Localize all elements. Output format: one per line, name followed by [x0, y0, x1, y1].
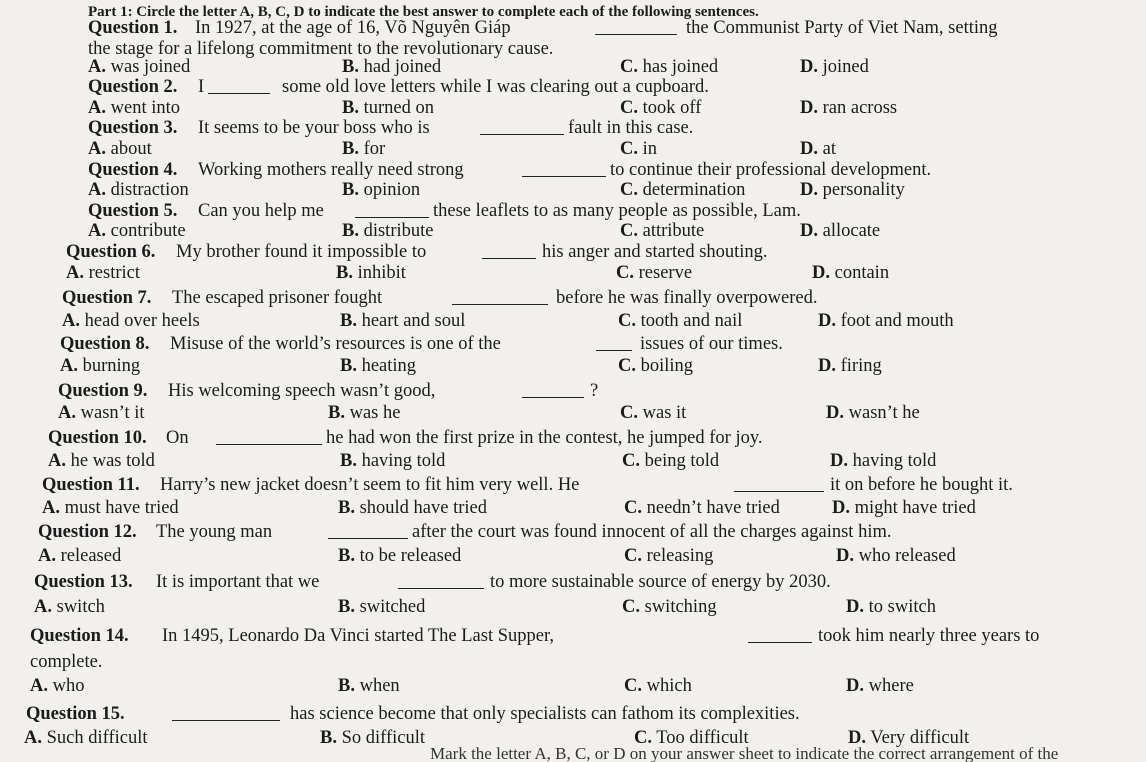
option-b[interactable]: B. switched [338, 597, 426, 617]
question-label: Question 12. [38, 522, 137, 542]
question-text-post: the Communist Party of Viet Nam, setting [686, 18, 998, 38]
answer-blank[interactable] [596, 332, 632, 351]
option-c[interactable]: C. took off [620, 98, 702, 118]
question-11 [0, 473, 1146, 497]
option-c[interactable]: C. determination [620, 180, 746, 200]
option-d[interactable]: D. having told [830, 451, 937, 471]
option-d[interactable]: D. who released [836, 546, 956, 566]
option-b[interactable]: B. having told [340, 451, 446, 471]
option-d[interactable]: D. contain [812, 263, 890, 283]
answer-blank[interactable] [522, 158, 606, 177]
option-b[interactable]: B. So difficult [320, 728, 426, 748]
option-d[interactable]: D. joined [800, 57, 869, 77]
option-b[interactable]: B. for [342, 139, 386, 159]
question-text-pre: It seems to be your boss who is [198, 118, 430, 138]
answer-blank[interactable] [398, 570, 484, 589]
question-label: Question 9. [58, 381, 148, 401]
question-text-post: he had won the first prize in the contest, he jumped for joy. [326, 428, 763, 448]
option-a[interactable]: A. who [30, 676, 85, 696]
option-d[interactable]: D. personality [800, 180, 905, 200]
question-label: Question 14. [30, 626, 129, 646]
question-text-post: has science become that only specialists can fathom its complexities. [290, 704, 800, 724]
option-c[interactable]: C. has joined [620, 57, 719, 77]
option-d[interactable]: D. firing [818, 356, 882, 376]
question-14-continued [0, 650, 1146, 674]
option-b[interactable]: B. should have tried [338, 498, 488, 518]
option-a[interactable]: A. restrict [66, 263, 140, 283]
question-text-post: before he was finally overpowered. [556, 288, 818, 308]
question-label: Question 13. [34, 572, 133, 592]
question-text-post: after the court was found innocent of all the charges against him. [412, 522, 892, 542]
option-b[interactable]: B. heating [340, 356, 417, 376]
question-text-post: it on before he bought it. [830, 475, 1013, 495]
question-text-pre: The young man [156, 522, 273, 542]
option-b[interactable]: B. heart and soul [340, 311, 466, 331]
question-label: Question 7. [62, 288, 152, 308]
question-text-post: to more sustainable source of energy by 2030. [490, 572, 831, 592]
option-d[interactable]: D. wasn’t he [826, 403, 920, 423]
question-13 [0, 570, 1146, 594]
question-label: Question 3. [88, 118, 178, 138]
option-b[interactable]: B. inhibit [336, 263, 406, 283]
question-10 [0, 426, 1146, 450]
question-8 [0, 332, 1146, 356]
option-c[interactable]: C. tooth and nail [618, 311, 743, 331]
question-text-post: issues of our times. [640, 334, 783, 354]
answer-blank[interactable] [208, 75, 270, 94]
answer-blank[interactable] [172, 702, 280, 721]
question-text-pre: His welcoming speech wasn’t good, [168, 381, 436, 401]
answer-blank[interactable] [522, 379, 584, 398]
options-11 [0, 496, 1146, 520]
option-a[interactable]: A. went into [88, 98, 180, 118]
option-a[interactable]: A. Such difficult [24, 728, 148, 748]
question-label: Question 10. [48, 428, 147, 448]
option-d[interactable]: D. to switch [846, 597, 936, 617]
question-text-pre: Misuse of the world’s resources is one of the [170, 334, 501, 354]
option-c[interactable]: C. releasing [624, 546, 714, 566]
answer-blank[interactable] [748, 624, 812, 643]
question-text-pre: Working mothers really need strong [198, 160, 464, 180]
option-c[interactable]: C. attribute [620, 221, 705, 241]
question-14 [0, 624, 1146, 648]
option-b[interactable]: B. had joined [342, 57, 442, 77]
question-text-pre: Harry’s new jacket doesn’t seem to fit him very well. He [160, 475, 580, 495]
next-section-text: Mark the letter A, B, C, or D on your answer sheet to indicate the correct arrangement of the [430, 744, 1059, 762]
question-label: Question 6. [66, 242, 156, 262]
option-c[interactable]: C. in [620, 139, 658, 159]
question-text-post: to continue their professional development. [610, 160, 932, 180]
answer-blank[interactable] [216, 426, 322, 445]
question-7 [0, 286, 1146, 310]
part-header-text: Part 1: Circle the letter A, B, C, D to indicate the best answer to complete each of the following sentences. [88, 4, 759, 20]
option-a[interactable]: A. was joined [88, 57, 191, 77]
option-d[interactable]: D. where [846, 676, 914, 696]
question-text-pre: Can you help me [198, 201, 324, 221]
option-d[interactable]: D. foot and mouth [818, 311, 954, 331]
option-a[interactable]: A. burning [60, 356, 141, 376]
option-c[interactable]: C. boiling [618, 356, 694, 376]
option-d[interactable]: D. might have tried [832, 498, 976, 518]
option-c[interactable]: C. being told [622, 451, 720, 471]
option-a[interactable]: A. wasn’t it [58, 403, 145, 423]
question-text-post: fault in this case. [568, 118, 694, 138]
option-a[interactable]: A. must have tried [42, 498, 179, 518]
question-label: Question 5. [88, 201, 178, 221]
option-d[interactable]: D. at [800, 139, 836, 159]
option-c[interactable]: C. switching [622, 597, 717, 617]
option-d[interactable]: D. allocate [800, 221, 881, 241]
option-a[interactable]: A. released [38, 546, 122, 566]
question-label: Question 11. [42, 475, 140, 495]
option-b[interactable]: B. when [338, 676, 400, 696]
option-d[interactable]: D. Very difficult [848, 728, 970, 748]
answer-blank[interactable] [328, 520, 408, 539]
option-c[interactable]: C. which [624, 676, 692, 696]
question-text-pre: It is important that we [156, 572, 320, 592]
question-text-post: these leaflets to as many people as possible, Lam. [433, 201, 801, 221]
option-a[interactable]: A. about [88, 139, 152, 159]
option-b[interactable]: B. turned on [342, 98, 434, 118]
question-label: Question 15. [26, 704, 125, 724]
option-b[interactable]: B. distribute [342, 221, 434, 241]
option-a[interactable]: A. distraction [88, 180, 189, 200]
answer-blank[interactable] [595, 16, 677, 35]
option-c[interactable]: C. Too difficult [634, 728, 749, 748]
question-12 [0, 520, 1146, 544]
answer-blank[interactable] [452, 286, 548, 305]
options-7 [0, 309, 1146, 333]
question-label: Question 2. [88, 77, 178, 97]
option-a[interactable]: A. he was told [48, 451, 155, 471]
options-6 [0, 261, 1146, 285]
next-section-partial [0, 742, 1146, 762]
question-text-cont: complete. [30, 652, 103, 672]
question-9 [0, 379, 1146, 403]
question-text-pre: My brother found it impossible to [176, 242, 427, 262]
answer-blank[interactable] [480, 116, 564, 135]
question-label: Question 8. [60, 334, 150, 354]
question-label: Question 4. [88, 160, 178, 180]
question-text-pre: The escaped prisoner fought [172, 288, 383, 308]
question-text-post: some old love letters while I was clearing out a cupboard. [282, 77, 709, 97]
options-12 [0, 544, 1146, 568]
answer-blank[interactable] [734, 473, 824, 492]
answer-blank[interactable] [355, 199, 429, 218]
option-b[interactable]: B. opinion [342, 180, 421, 200]
question-15 [0, 702, 1146, 726]
option-b[interactable]: B. to be released [338, 546, 462, 566]
question-text-cont: the stage for a lifelong commitment to the revolutionary cause. [88, 39, 554, 59]
option-b[interactable]: B. was he [328, 403, 401, 423]
option-d[interactable]: D. ran across [800, 98, 898, 118]
question-text-post: his anger and started shouting. [542, 242, 768, 262]
options-8 [0, 354, 1146, 378]
answer-blank[interactable] [482, 240, 536, 259]
option-a[interactable]: A. switch [34, 597, 105, 617]
question-text-pre: I [198, 77, 205, 97]
option-a[interactable]: A. head over heels [62, 311, 200, 331]
question-text-pre: In 1927, at the age of 16, Võ Nguyên Giáp [195, 18, 511, 38]
options-10 [0, 449, 1146, 473]
options-14 [0, 674, 1146, 698]
option-c[interactable]: C. reserve [616, 263, 693, 283]
option-a[interactable]: A. contribute [88, 221, 186, 241]
option-c[interactable]: C. needn’t have tried [624, 498, 780, 518]
question-text-post: took him nearly three years to [818, 626, 1040, 646]
options-13 [0, 595, 1146, 619]
question-text-pre: On [166, 428, 189, 448]
question-text-post: ? [590, 381, 599, 401]
question-text-pre: In 1495, Leonardo Da Vinci started The Last Supper, [162, 626, 555, 646]
option-c[interactable]: C. was it [620, 403, 687, 423]
options-9 [0, 401, 1146, 425]
question-label: Question 1. [88, 18, 178, 38]
